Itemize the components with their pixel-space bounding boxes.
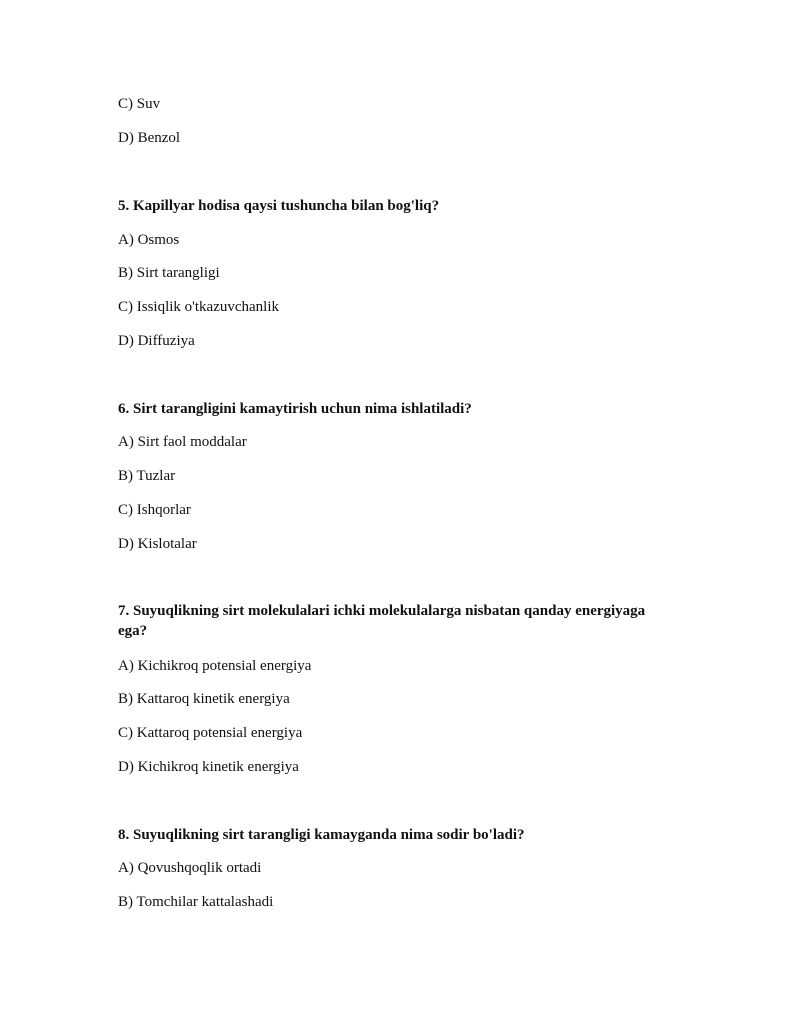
option-b-q6: B) Tuzlar [118,468,176,484]
option-c-q7: C) Kattaroq potensial energiya [118,725,303,741]
option-a-q5: A) Osmos [118,232,180,248]
option-c-q4: C) Suv [118,96,161,112]
option-d-q6: D) Kislotalar [118,536,197,552]
option-c-q5: C) Issiqlik o'tkazuvchanlik [118,299,280,315]
option-d-q4: D) Benzol [118,130,181,146]
option-b-q8: B) Tomchilar kattalashadi [118,894,274,910]
option-d-q5: D) Diffuziya [118,333,195,349]
option-a-q8: A) Qovushqoqlik ortadi [118,860,262,876]
option-a-q7: A) Kichikroq potensial energiya [118,658,312,674]
option-a-q6: A) Sirt faol moddalar [118,434,247,450]
question-5: 5. Kapillyar hodisa qaysi tushuncha bilan bog'liq? [118,198,440,214]
option-b-q5: B) Sirt tarangligi [118,265,220,281]
question-7: 7. Suyuqlikning sirt molekulalari ichki molekulalarga nisbatan qanday energiyaga ega? [118,603,646,639]
question-6: 6. Sirt tarangligini kamaytirish uchun nima ishlatiladi? [118,401,472,417]
question-8: 8. Suyuqlikning sirt tarangligi kamayganda nima sodir bo'ladi? [118,827,525,843]
option-d-q7: D) Kichikroq kinetik energiya [118,759,299,775]
option-b-q7: B) Kattaroq kinetik energiya [118,691,290,707]
option-c-q6: C) Ishqorlar [118,502,191,518]
